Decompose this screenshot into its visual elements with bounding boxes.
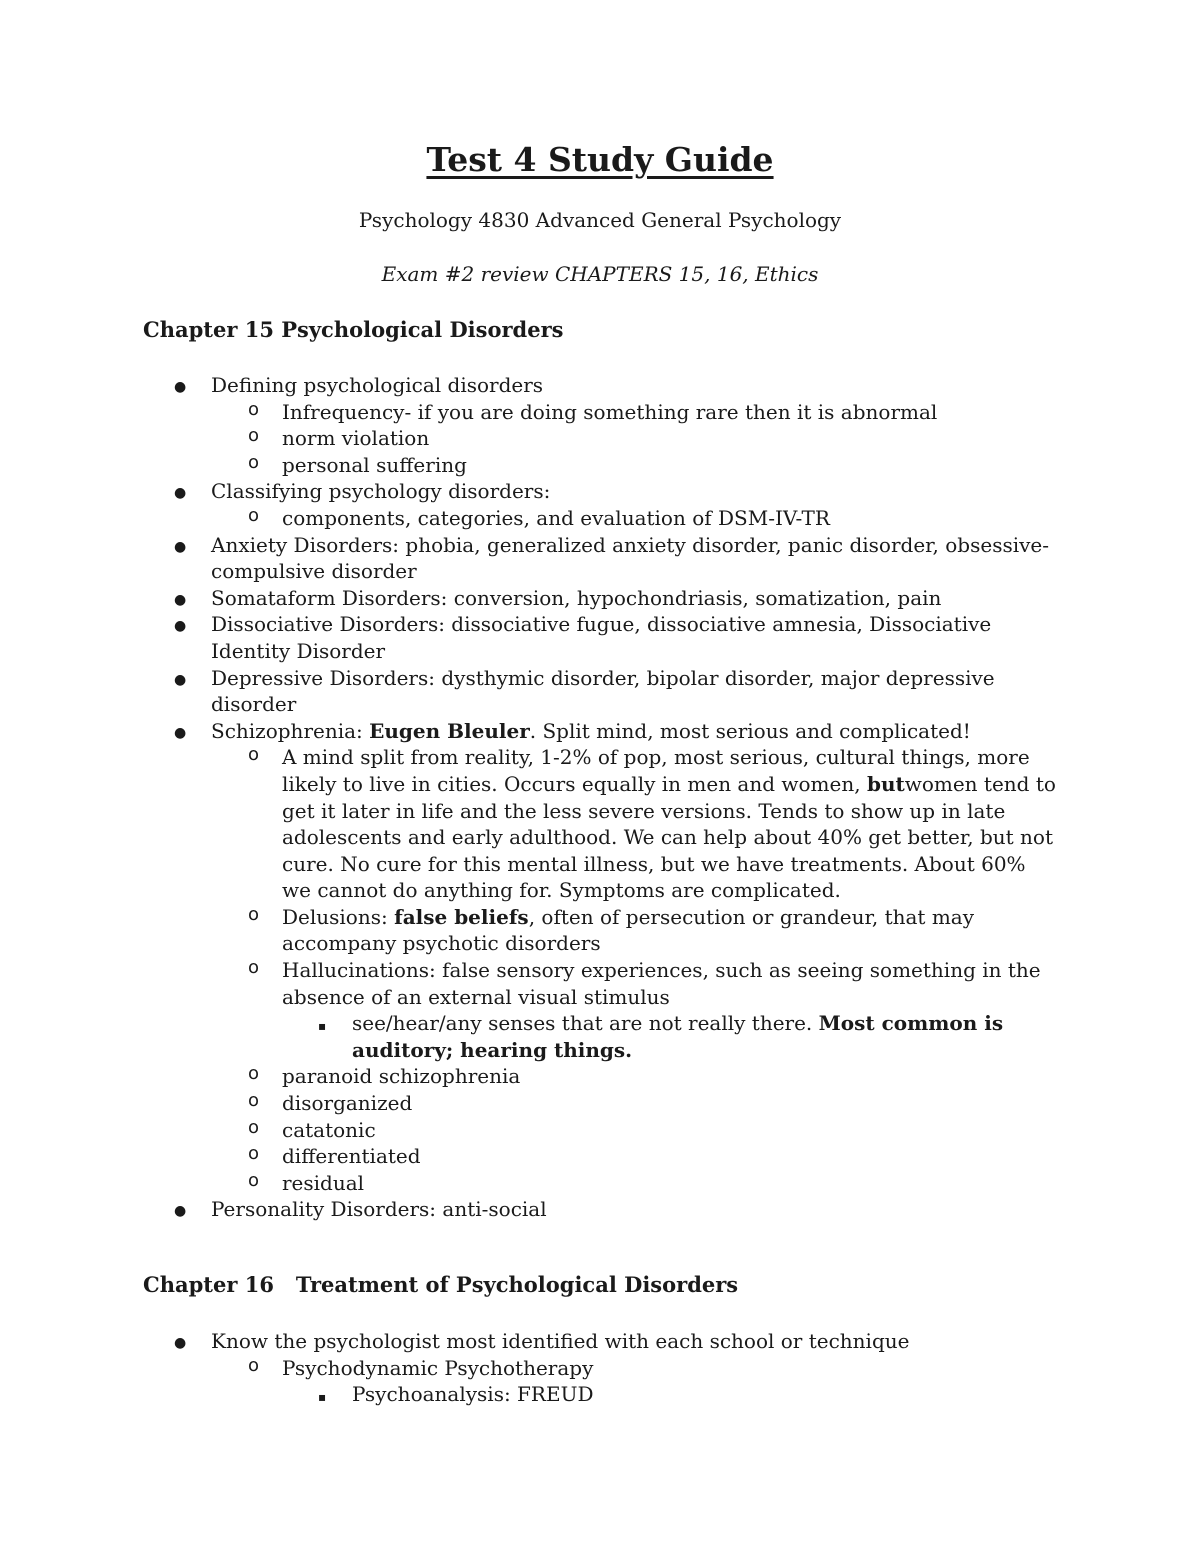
chapter-16-list [0,1328,1100,1408]
text-run: , often of persecution or grandeur, that may accompany psychotic disorders [282,904,975,956]
list-item-text: Somataform Disorders: conversion, hypochondriasis, somatization, pain [211,585,942,610]
list-item-text: Classifying psychology disorders: [211,479,551,504]
bold-run: but [866,771,905,796]
sub-list-item-text: Hallucinations: false sensory experiences, such as seeing something in the absence of an external visual stimulus [282,958,1041,1009]
bullet-marker: ● [174,538,187,555]
circle-marker: o [248,451,260,473]
bullet-marker: ● [174,591,187,608]
text-run: Delusions: [282,904,395,929]
sub-list-item [0,744,1100,904]
sub-sub-list-item-text: Psychoanalysis: FREUD [352,1382,594,1407]
chapter-15-list [0,372,1100,1223]
sub-list [0,399,1100,479]
circle-marker: o [248,1090,260,1112]
chapter-16-heading: Chapter 16 Treatment of Psychological Disorders [143,1272,739,1297]
bullet-marker: ● [174,485,187,502]
bleuler-name: Eugen Bleuler [369,718,530,743]
bullet-marker: ● [174,379,187,395]
sub-list [0,744,1100,1196]
sub-list-item [0,904,1100,957]
bullet-marker: ● [174,618,187,635]
sub-list-item-text: paranoid schizophrenia [282,1064,521,1089]
circle-marker: o [248,398,260,420]
sub-sub-list-item [0,1010,1100,1063]
sub-list-item-text: residual [282,1170,365,1195]
sub-list-item [0,505,1100,532]
sub-list-item [0,1063,1100,1090]
sub-list-item [0,425,1100,452]
sub-list-item-text: Infrequency- if you are doing something rare then it is abnormal [282,399,938,424]
list-item [0,1328,1100,1408]
list-item-text: Depressive Disorders: dysthymic disorder, bipolar disorder, major depressive disorder [211,665,995,717]
list-item [0,611,1100,664]
circle-marker: o [248,1169,260,1191]
sub-list-item [0,452,1100,479]
sub-list-item-text [282,904,1057,957]
square-marker: ▪ [318,1019,327,1034]
sub-sub-list-item [0,1381,1100,1408]
sub-list [0,505,1100,532]
sub-list-item-text: catatonic [282,1117,376,1142]
exam-subtitle: Exam #2 review CHAPTERS 15, 16, Ethics [381,262,819,286]
sub-list-item-text: disorganized [282,1091,413,1116]
list-item-text: Personality Disorders: anti-social [211,1197,547,1222]
sub-list-item [0,1143,1100,1170]
sub-list-item [0,1170,1100,1197]
circle-marker: o [248,1354,260,1376]
sub-list [0,1355,1100,1408]
list-item-text [211,718,1051,745]
list-item [0,1196,1100,1223]
sub-list-item-text: personal suffering [282,452,467,477]
list-item-text: Dissociative Disorders: dissociative fugue, dissociative amnesia, Dissociative Identity Disorder [211,612,992,663]
circle-marker: o [248,1063,260,1085]
sub-list-item [0,1090,1100,1117]
circle-marker: o [248,1116,260,1138]
list-item [0,718,1100,1197]
bullet-marker: ● [174,1203,187,1220]
text-run: women tend to get it later in life and the less severe versions. Tends to show up in late adolescents and early adulthood. We can help about 40% get better, but not cure. No cure for this mental illness, but we have treatments. About 60% we cannot do anything for. Symptoms are complicated. [282,771,1056,903]
schizophrenia-prefix: Schizophrenia: [211,718,370,743]
bold-run: false beliefs [394,904,529,929]
circle-marker: o [248,1143,260,1165]
sub-list-item [0,1117,1100,1144]
circle-marker: o [248,957,260,979]
sub-list-item [0,1355,1100,1408]
list-item [0,478,1100,531]
text-run: see/hear/any senses that are not really there. [352,1011,819,1036]
bullet-marker: ● [174,1335,187,1351]
list-item-text: Know the psychologist most identified with each school or technique [211,1329,910,1353]
sub-sub-list [0,1381,1100,1408]
sub-sub-list-item-text [352,1010,1052,1063]
circle-marker: o [248,425,260,447]
list-item [0,372,1100,478]
sub-list-item-text: norm violation [282,426,430,451]
document-title: Test 4 Study Guide [426,140,774,179]
circle-marker: o [248,744,260,766]
square-marker: ▪ [318,1390,327,1405]
list-item [0,665,1100,718]
list-item [0,532,1100,585]
list-item [0,585,1100,612]
circle-marker: o [248,903,260,925]
bullet-marker: ● [174,724,187,741]
sub-list-item-text: differentiated [282,1144,421,1169]
sub-list-item-text: Psychodynamic Psychotherapy [282,1355,594,1380]
bold-run: Most common is auditory; hearing things. [352,1011,1004,1062]
circle-marker: o [248,504,260,526]
sub-sub-list [0,1010,1100,1063]
bullet-marker: ● [174,671,187,688]
list-item-text: Anxiety Disorders: phobia, generalized anxiety disorder, panic disorder, obsessive-compulsive disorder [211,532,1050,584]
sub-list-item-text [282,744,1057,904]
schizophrenia-suffix: . Split mind, most serious and complicated! [529,718,971,743]
course-subtitle: Psychology 4830 Advanced General Psychology [358,208,842,232]
sub-list-item [0,399,1100,426]
sub-list-item-text: components, categories, and evaluation of DSM-IV-TR [282,505,830,530]
list-item-text: Defining psychological disorders [211,373,544,397]
chapter-15-heading: Chapter 15 Psychological Disorders [143,317,564,342]
sub-list-item [0,957,1100,1063]
text-run: A mind split from reality, 1-2% of pop, most serious, cultural things, more likely to live in cities. Occurs equally in men and women, [282,745,1030,796]
